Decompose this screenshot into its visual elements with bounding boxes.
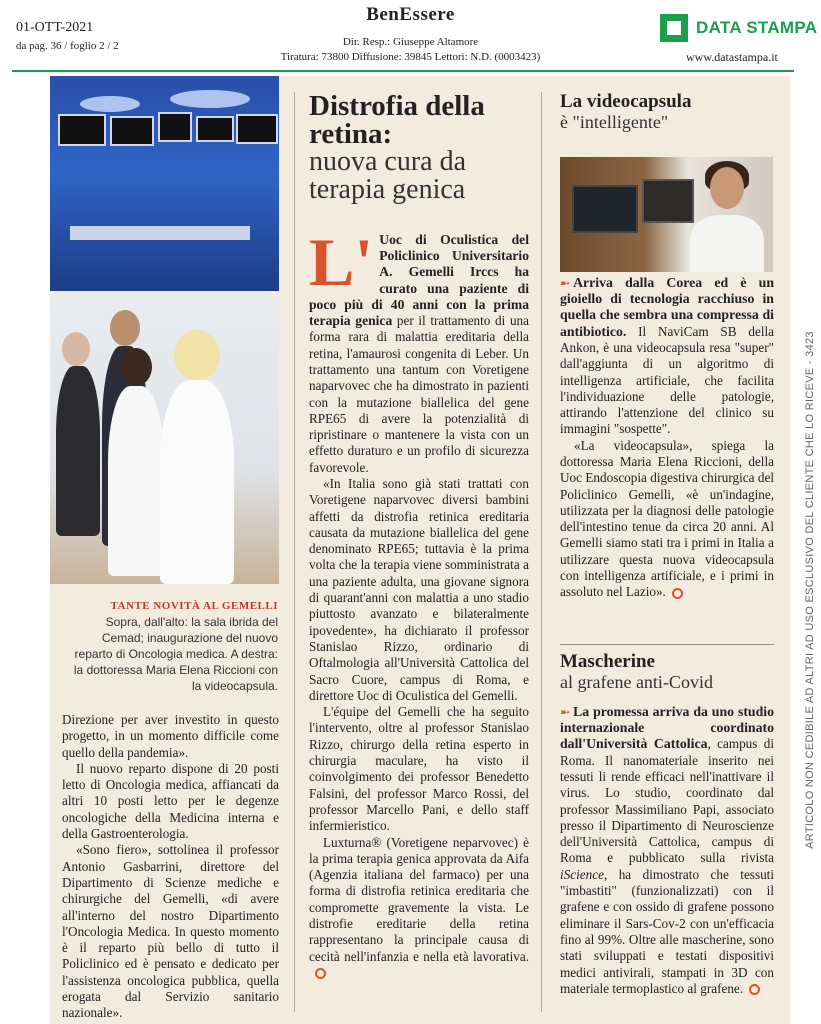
director-line: Dir. Resp.: Giuseppe Altamore [342,36,479,48]
photo-hybrid-room [50,76,279,291]
caption-text: Sopra, dall'alto: la sala ibrida del Cemad; inaugurazione del nuovo reparto di Oncologia medica. A destra: la dottoressa Maria Elena Riccioni con la videocapsula. [73,615,278,693]
page-info: da pag. 36 / foglio 2 / 2 [16,40,119,52]
end-mark-icon [315,968,326,979]
article-title: Mascherine [560,651,655,672]
paragraph: Il nuovo reparto dispone di 20 posti letto di Oncologia medica, affiancati da altri 10 posti letto per le degenze oncologiche della Medicina interna e della Gastroenterologia. [62,760,279,842]
article-body [309,476,529,981]
column-divider [294,92,295,1012]
paragraph: L'équipe del Gemelli che ha seguito l'intervento, oltre al professor Stanislao Rizzo, chirurgo della retina esperto in chirurgia maculare, ha visto il coinvolgimento dei professor Benedetto Falsini, del professor Marco Rossi, del professor Marcello Pani, e dello staff infermieristico. [309,704,529,834]
article-lead: ➼ La promessa arriva da uno studio internazionale coordinato dall'Università Cattolica, campus di Roma. Il nanomateriale inserito nei tessuti li rende efficaci nell'inattivare il virus. Lo studio, coordinato dal professor Massimiliano Papi, associato presso il Dipartimento di Neuroscienze dell'Università Cattolica, campus di Roma e pubblicato sulla rivista iScience, ha dimostrato che tessuti "imbastiti" (funzionalizzati) con il grafene e con ossido di grafene possono eliminare il Sars-Cov-2 con un'efficacia fino al 99%. Oltre alle mascherine, sono stati sviluppati e testati dispositivi medici antivirali, stampati in 3D con materiale termoplastico al grafene. [560,704,774,996]
article-subtitle: nuova cura da terapia genica [309,146,467,205]
article-subtitle: al grafene anti-Covid [560,672,713,692]
paragraph: «La videocapsula», spiega la dottoressa Maria Elena Riccioni, della Uoc Endoscopia digestiva chirurgica del Policlinico Gemelli, «è un'indagine, utilizzata per la diagnosi delle patologie dell'intestino tenue da circa 20 anni. Al Gemelli siamo stati tra i primi in Italia a utilizzare questa nuova videocapsula con intelligenza artificiale, e i primi in assoluto nel Lazio». [560,437,774,600]
article-title: Distrofia della retina: [309,90,485,150]
article-masks [560,652,774,997]
paragraph: «Sono fiero», sottolinea il professor Antonio Gasbarrini, direttore del Dipartimento di Scienze mediche e chirurgiche del Gemelli, «di avere all'interno del nostro Dipartimento l'Oncologia Medica. In questo momento è il reparto più bello di tutto il Policlinico ed è pensato e dedicato per l'assistenza oncologica pubblica, quella erogata dal Servizio sanitario nazionale». [62,842,279,1021]
article-retina [309,92,529,981]
arrow-icon: ➼ [560,705,571,719]
publication-title: BenEssere [366,4,455,25]
article-continuation [62,712,279,1022]
paragraph: Luxturna® (Voretigene neparvovec) è la prima terapia genica approvata da Aifa (Agenzia italiana del farmaco) per una forma di distrofia retinica ereditaria che compromette gravemente la vista. Le distrofie ereditarie della retina rappresentano la principale causa di cecità nell'infanzia e nella età lavorativa. [309,835,529,982]
section-divider [560,644,774,645]
photo-riccioni-videocapsule [560,157,773,272]
source-url[interactable]: www.datastampa.it [686,50,778,64]
caption-title: TANTE NOVITÀ AL GEMELLI [110,600,278,612]
paragraph: Direzione per aver investito in questo progetto, in un momento difficile come quello della pandemia». [62,712,279,760]
end-mark-icon [672,588,683,599]
article-lead: ➼ Arriva dalla Corea ed è un gioiello di tecnologia racchiuso in quella che sembra una compressa di antibiotico. Il NaviCam SB della Ankon, è una videocapsula resa "super" dall'aggiunta di un algoritmo di intelligenza artificiale, che facilita l'individuazione delle patologie, attirando l'attenzione del clinico su immagini "sospette". [560,275,774,437]
lead-rest: per il trattamento di una forma rara di malattia ereditaria della retina, l'amaurosi congenita di Leber. Un trattamento una tantum con Voretigene naparvovec che ha dimostrato in pazienti con la mutazione biallelica del gene RPE65 di avere la potenzialità di ripristinare o mantenere la vista con un effetto duraturo e un profilo di sicurezza favorevole. [309,313,529,475]
clipping-date: 01-OTT-2021 [16,20,94,35]
column-divider [541,92,542,1012]
side-note [798,200,821,980]
circulation-line: Tiratura: 73800 Diffusione: 39845 Lettori: N.D. (0003423) [280,51,541,63]
article-body [560,438,774,601]
logo-text: DATA STAMPA [696,18,818,37]
arrow-icon: ➼ [560,276,571,290]
article-title: La videocapsula [560,91,692,112]
lead-text: Uoc di Oculistica del Policlinico Universitario A. Gemelli Irccs ha curato una paziente di poco più di 40 anni con la prima terapia genica [309,232,529,329]
side-note-text: ARTICOLO NON CEDIBILE AD ALTRI AD USO ESCLUSIVO DEL CLIENTE CHE LO RICEVE - 3423 [804,331,816,849]
article-lead [309,224,529,476]
logo-square-icon [660,14,688,42]
header-divider [12,70,794,72]
data-stampa-logo [660,12,817,44]
clipping-header [0,0,821,74]
article-subtitle: è "intelligente" [560,112,669,132]
photo-caption [62,600,278,694]
paragraph: «In Italia sono già stati trattati con Voretigene naparvovec diversi bambini affetti da distrofia retinica ereditaria causata da mutazione biallelica del gene denominato RPE65; tuttavia è la prima volta che la terapia viene somministrata a una paziente adulta, una giovane signora di quarant'anni con malattia a uno stadio piuttosto avanzato e bilateralmente ipovedente», ha dichiarato il professor Stanislao Rizzo, ordinario di Oftalmologia all'Università Cattolica del Sacro Cuore, campus di Roma, e direttore Uoc di Oculistica del Gemelli. [309,475,529,703]
end-mark-icon [749,984,760,995]
photo-oncology-inauguration [50,296,279,584]
drop-cap: L' [309,224,374,300]
